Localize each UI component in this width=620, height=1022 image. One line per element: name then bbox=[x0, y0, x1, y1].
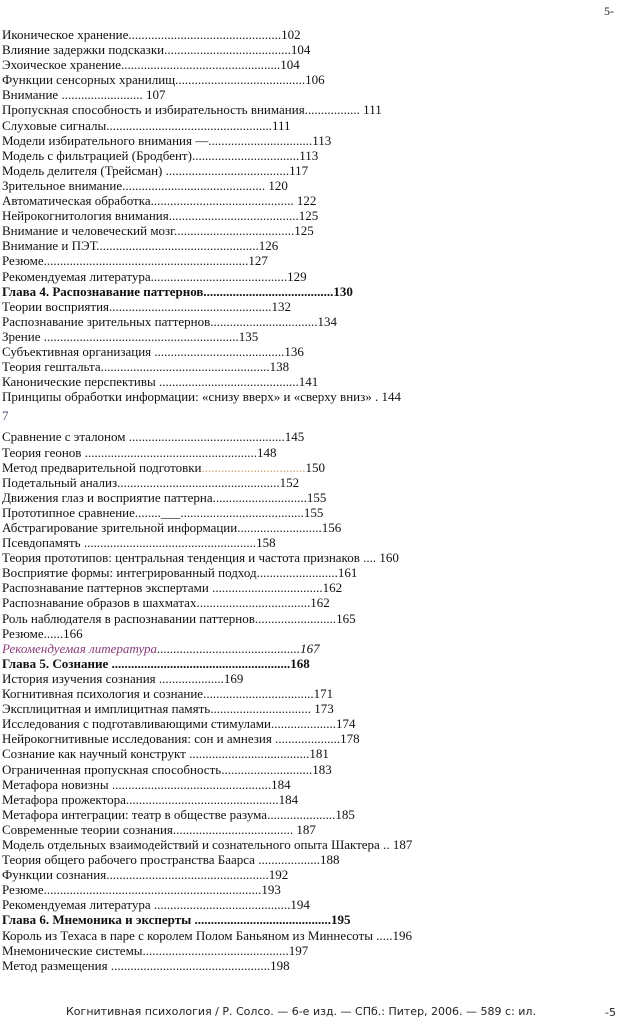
toc-entry bbox=[2, 686, 602, 701]
footer-citation: Когнитивная психология / Р. Солсо. — 6-е изд. — СПб.: Питер, 2006. — 589 с: ил. bbox=[66, 1005, 536, 1018]
toc-entry bbox=[2, 505, 602, 520]
toc-entry-leader: ............................................................ bbox=[40, 328, 239, 344]
toc-entry-title: Резюме bbox=[2, 253, 44, 269]
toc-entry-title: Нейрокогнитивные исследования: сон и амнезия bbox=[2, 731, 272, 747]
toc-entry-leader: .......................................... bbox=[191, 912, 332, 928]
toc-entry bbox=[2, 445, 602, 460]
toc-entry bbox=[2, 550, 602, 565]
toc-entry-page: 158 bbox=[256, 535, 276, 551]
toc-entry-page: 192 bbox=[268, 867, 289, 883]
toc-entry-page: 188 bbox=[319, 852, 340, 868]
toc-entry-leader: ......................... bbox=[254, 610, 337, 626]
toc-entry bbox=[2, 208, 602, 223]
toc-entry-page: 165 bbox=[336, 610, 356, 626]
toc-entry-title: Метод размещения bbox=[2, 957, 108, 973]
toc-entry-leader: ................................ bbox=[201, 459, 306, 475]
toc-entry-leader: .................................................. bbox=[106, 867, 269, 883]
toc-entry-title: Слуховые сигналы bbox=[2, 117, 107, 133]
toc-entry bbox=[2, 27, 602, 42]
toc-entry-page: 104 bbox=[290, 42, 311, 58]
toc-entry-title: Движения глаз и восприятие паттерна bbox=[2, 489, 213, 505]
toc-entry-page: 155 bbox=[303, 504, 324, 520]
toc-entry-title: Нейрокогнитология внимания bbox=[2, 208, 169, 224]
toc-entry bbox=[2, 314, 602, 329]
toc-entry-page: 162 bbox=[310, 595, 330, 611]
toc-entry-page: 184 bbox=[271, 776, 291, 792]
toc-entry-title: Внимание и человеческий мозг bbox=[2, 223, 175, 239]
toc-entry-title: Метафора прожектора bbox=[2, 791, 126, 807]
toc-entry-page: 127 bbox=[248, 253, 268, 269]
toc-entry-leader: . bbox=[371, 389, 382, 405]
toc-entry bbox=[2, 429, 602, 444]
toc-entry-title: 7 bbox=[2, 408, 9, 424]
toc-entry-title: Глава 4. Распознавание паттернов bbox=[2, 283, 204, 299]
toc-entry bbox=[2, 837, 602, 852]
toc-entry-page: 107 bbox=[145, 87, 166, 103]
toc-entry-title: Модели избирательного внимания — bbox=[2, 132, 209, 148]
toc-entry-leader: ............................................... bbox=[125, 791, 279, 807]
toc-entry-page: 167 bbox=[300, 640, 320, 656]
toc-entry-page: 195 bbox=[331, 912, 351, 928]
toc-entry-page: 111 bbox=[271, 117, 291, 133]
toc-entry-leader: .. bbox=[379, 836, 393, 852]
toc-entry-leader: ..................... bbox=[267, 806, 336, 822]
toc-entry-page: 102 bbox=[281, 27, 301, 42]
toc-entry bbox=[2, 671, 602, 686]
toc-entry-leader: .......................................... bbox=[150, 268, 288, 284]
toc-entry bbox=[2, 958, 602, 973]
toc-entry bbox=[2, 641, 602, 656]
toc-entry-title: Теории восприятия bbox=[2, 298, 110, 314]
toc-entry bbox=[2, 626, 602, 641]
toc-entry bbox=[2, 359, 602, 374]
toc-entry-title: Эксплицитная и имплицитная память bbox=[2, 701, 211, 717]
toc-entry-page: 169 bbox=[223, 670, 244, 686]
toc-entry-page: 181 bbox=[309, 746, 329, 762]
toc-entry-page: 104 bbox=[280, 57, 300, 73]
toc-entry-leader: ............................... bbox=[210, 701, 315, 717]
toc-entry-leader: ....................................... bbox=[164, 42, 291, 58]
toc-entry-leader: .................................. bbox=[208, 580, 323, 596]
toc-entry-leader: ........................................ bbox=[151, 343, 285, 359]
toc-entry-leader: ........................................ bbox=[175, 72, 306, 88]
toc-entry bbox=[2, 284, 602, 299]
toc-entry-title: Теория прототипов: центральная тенденция и частота признаков bbox=[2, 550, 360, 566]
toc-entry-title: Рекомендуемая литература bbox=[2, 897, 151, 913]
toc-entry-leader: ............................................ bbox=[157, 640, 301, 656]
toc-entry-title: Сознание как научный конструкт bbox=[2, 746, 186, 762]
toc-entry-page: 126 bbox=[258, 238, 279, 254]
toc-entry bbox=[2, 912, 602, 927]
toc-entry-page: 160 bbox=[379, 550, 399, 566]
toc-entry-page: 130 bbox=[333, 283, 353, 299]
toc-entry-title: Теория общего рабочего пространства Баарса bbox=[2, 852, 255, 868]
toc-entry bbox=[2, 329, 602, 344]
toc-entry-leader: ............................................................... bbox=[43, 253, 249, 269]
toc-entry-title: Распознавание зрительных паттернов bbox=[2, 313, 211, 329]
toc-entry-leader: ................. bbox=[304, 102, 364, 118]
toc-entry bbox=[2, 57, 602, 72]
toc-entry-leader: .................................................. bbox=[96, 238, 259, 254]
page-corner-number: 5- bbox=[604, 4, 614, 18]
toc-entry bbox=[2, 223, 602, 238]
toc-entry-title: Иконическое хранение bbox=[2, 27, 129, 42]
toc-entry-leader: ......................... bbox=[256, 565, 338, 581]
toc-entry-title: Эхоическое хранение bbox=[2, 57, 121, 73]
toc-entry-leader: ............................................ bbox=[122, 177, 269, 193]
toc-entry-page: 125 bbox=[294, 223, 314, 239]
toc-entry bbox=[2, 731, 602, 746]
toc-entry-leader: ................................. bbox=[191, 147, 300, 163]
toc-entry bbox=[2, 42, 602, 57]
toc-entry-title: Ограниченная пропускная способность bbox=[2, 761, 222, 777]
toc-entry bbox=[2, 299, 602, 314]
toc-entry-leader: ......................... bbox=[58, 87, 146, 103]
toc-entry-leader: .......................................... bbox=[150, 897, 291, 913]
toc-entry-leader: ............................................... bbox=[128, 27, 282, 42]
toc-entry bbox=[2, 928, 602, 943]
toc-entry-leader: ........................................... bbox=[155, 374, 299, 390]
toc-entry-leader: ............................. bbox=[212, 489, 307, 505]
toc-entry-page: 145 bbox=[284, 429, 305, 445]
toc-entry-page: 138 bbox=[269, 359, 290, 375]
page-number: -5 bbox=[605, 1006, 616, 1019]
toc-entry-title: Функции сознания bbox=[2, 867, 107, 883]
toc-entry-title: Модель отдельных взаимодействий и сознательного опыта Шактера bbox=[2, 836, 380, 852]
toc-entry-leader: .......................... bbox=[237, 520, 322, 535]
toc-entry-title: Современные теории сознания bbox=[2, 821, 173, 837]
toc-entry-title: Роль наблюдателя в распознавании паттернов bbox=[2, 610, 255, 626]
toc-entry-page: 132 bbox=[271, 298, 292, 314]
toc-entry-title: Мнемонические системы bbox=[2, 942, 143, 958]
toc-entry-page: 197 bbox=[288, 942, 309, 958]
toc-entry-page: 162 bbox=[322, 580, 343, 596]
toc-entry-title: Внимание и ПЭТ bbox=[2, 238, 97, 254]
toc-entry-title: Глава 5. Сознание bbox=[2, 655, 109, 671]
toc-entry bbox=[2, 163, 602, 178]
toc-entry-title: Принципы обработки информации: «снизу вверх» и «сверху вниз» bbox=[2, 389, 372, 405]
toc-entry-leader: .................... bbox=[271, 731, 341, 747]
toc-entry-page: 174 bbox=[335, 716, 356, 732]
toc-entry-page: 113 bbox=[299, 147, 319, 163]
toc-entry bbox=[2, 897, 602, 912]
toc-entry-page: 148 bbox=[256, 444, 277, 460]
toc-entry-page: 161 bbox=[337, 565, 358, 581]
toc-entry-page: 106 bbox=[305, 72, 325, 88]
toc-entry bbox=[2, 253, 602, 268]
toc-entry-leader: .................................................. bbox=[109, 298, 272, 314]
toc-entry bbox=[2, 656, 602, 671]
toc-entry-title: Абстрагирование зрительной информации bbox=[2, 520, 238, 535]
toc-entry-leader: .................... bbox=[270, 716, 336, 732]
toc-entry-page: 152 bbox=[279, 474, 300, 490]
toc-entry-page: 113 bbox=[312, 132, 332, 148]
toc-entry-page: 117 bbox=[289, 162, 309, 178]
toc-entry bbox=[2, 580, 602, 595]
toc-entry-title: Теория геонов bbox=[2, 444, 82, 460]
toc-entry-page: 122 bbox=[296, 193, 317, 209]
toc-entry-title: Глава 6. Мнемоника и эксперты bbox=[2, 912, 192, 928]
toc-entry-leader: .................................................... bbox=[100, 359, 270, 375]
toc-entry bbox=[2, 133, 602, 148]
toc-entry-title: Распознавание образов в шахматах bbox=[2, 595, 197, 611]
toc-entry-leader: ................................................................... bbox=[43, 882, 262, 898]
toc-entry-leader: ............................................. bbox=[142, 942, 289, 958]
toc-entry-title: Внимание bbox=[2, 87, 59, 103]
toc-entry bbox=[2, 535, 602, 550]
toc-entry bbox=[2, 193, 602, 208]
toc-entry-leader: ..................................................... bbox=[80, 535, 257, 551]
toc-entry-leader: ................................................. bbox=[107, 957, 271, 973]
toc-entry-title: Зрительное внимание bbox=[2, 177, 123, 193]
toc-entry-page: 183 bbox=[312, 761, 332, 777]
toc-entry-title: История изучения сознания bbox=[2, 670, 156, 686]
toc-entry-page: 150 bbox=[305, 459, 326, 475]
toc-entry bbox=[2, 344, 602, 359]
table-of-contents bbox=[2, 27, 602, 973]
toc-entry-title: Рекомендуемая литература bbox=[2, 268, 151, 284]
toc-entry-title: Модель с фильтрацией (Бродбент) bbox=[2, 147, 192, 163]
toc-entry-page: 178 bbox=[340, 731, 360, 747]
toc-entry-page: 187 bbox=[296, 821, 316, 837]
toc-entry-page: 141 bbox=[298, 374, 319, 390]
toc-entry-page: 168 bbox=[290, 655, 310, 671]
toc-entry-page: 155 bbox=[306, 489, 327, 505]
toc-entry bbox=[2, 148, 602, 163]
toc-entry-page: 125 bbox=[298, 208, 319, 224]
toc-entry-leader: ............................ bbox=[221, 761, 313, 777]
toc-entry-page: 111 bbox=[363, 102, 382, 118]
toc-entry-leader: .... bbox=[359, 550, 380, 566]
toc-entry-title: Метафора новизны bbox=[2, 776, 109, 792]
toc-entry bbox=[2, 490, 602, 505]
toc-entry-leader: ................................................. bbox=[120, 57, 281, 73]
toc-entry-title: Влияние задержки подсказки bbox=[2, 42, 165, 58]
toc-entry bbox=[2, 238, 602, 253]
toc-entry-title: Исследования с подготавливающими стимулами bbox=[2, 716, 271, 732]
toc-entry-title: Метафора интеграции: театр в обществе разума bbox=[2, 806, 268, 822]
toc-entry bbox=[2, 777, 602, 792]
toc-entry-leader: ............................................ bbox=[150, 193, 297, 209]
toc-entry bbox=[2, 374, 602, 389]
toc-entry-leader: ................................ bbox=[208, 132, 313, 148]
toc-entry bbox=[2, 389, 602, 404]
toc-entry bbox=[2, 520, 602, 535]
toc-entry-title: Метод предварительной подготовки bbox=[2, 459, 202, 475]
toc-entry-leader: ................................................. bbox=[108, 776, 272, 792]
toc-entry bbox=[2, 102, 602, 117]
toc-entry-leader: ..................................... bbox=[174, 223, 295, 239]
toc-entry-leader: ...................................... bbox=[162, 162, 290, 178]
toc-entry-page: 196 bbox=[392, 927, 412, 943]
toc-entry-title: Пропускная способность и избирательность внимания bbox=[2, 102, 305, 118]
toc-entry bbox=[2, 807, 602, 822]
toc-entry-leader: ........___...................................... bbox=[134, 504, 304, 520]
toc-entry bbox=[2, 762, 602, 777]
toc-entry-title: Функции сенсорных хранилищ bbox=[2, 72, 176, 88]
toc-entry-page: 136 bbox=[284, 343, 304, 359]
toc-entry-title: Когнитивная психология и сознание bbox=[2, 686, 204, 702]
toc-entry bbox=[2, 475, 602, 490]
toc-entry-leader: ........................................ bbox=[168, 208, 299, 224]
toc-entry-page: 193 bbox=[261, 882, 281, 898]
toc-entry-page: 129 bbox=[287, 268, 307, 284]
toc-entry-leader: ................... bbox=[254, 852, 320, 868]
toc-entry bbox=[2, 72, 602, 87]
toc-entry bbox=[2, 118, 602, 133]
toc-entry bbox=[2, 611, 602, 626]
toc-entry-leader: ...... bbox=[43, 625, 64, 641]
toc-entry-page: 144 bbox=[381, 389, 401, 405]
toc-entry bbox=[2, 595, 602, 610]
toc-entry-leader: ........................................ bbox=[203, 283, 334, 299]
toc-entry-title: Субъективная организация bbox=[2, 343, 152, 359]
toc-entry bbox=[2, 867, 602, 882]
toc-entry-leader: ..................................... bbox=[172, 821, 297, 837]
toc-entry bbox=[2, 178, 602, 193]
toc-entry-leader: ................................................ bbox=[125, 429, 285, 445]
toc-entry bbox=[2, 269, 602, 284]
toc-entry-title: Резюме bbox=[2, 625, 44, 641]
toc-entry bbox=[2, 792, 602, 807]
toc-entry bbox=[2, 882, 602, 897]
toc-entry-leader: ..................................................... bbox=[81, 444, 257, 460]
toc-entry bbox=[2, 565, 602, 580]
toc-entry-leader: ....................................................... bbox=[108, 655, 291, 671]
toc-entry bbox=[2, 746, 602, 761]
toc-entry-title: Резюме bbox=[2, 882, 44, 898]
toc-entry-leader: ................................. bbox=[210, 313, 318, 329]
toc-entry bbox=[2, 852, 602, 867]
toc-entry-title: Распознавание паттернов экспертами bbox=[2, 580, 209, 596]
toc-entry bbox=[2, 701, 602, 716]
toc-entry-page: 187 bbox=[392, 836, 413, 852]
toc-entry-leader: ................................... bbox=[196, 595, 311, 611]
toc-entry-leader: ..... bbox=[372, 927, 393, 943]
toc-entry-page: 135 bbox=[238, 328, 259, 344]
toc-entry bbox=[2, 460, 602, 475]
toc-entry-page: 194 bbox=[290, 897, 310, 913]
toc-entry-page: 184 bbox=[278, 791, 299, 807]
toc-entry-title: Псевдопамять bbox=[2, 535, 81, 551]
toc-entry-title: Рекомендуемая литература bbox=[2, 640, 158, 656]
toc-entry-title: Подетальный анализ bbox=[2, 474, 118, 490]
toc-entry-page: 134 bbox=[317, 313, 338, 329]
toc-entry-leader: .................... bbox=[155, 670, 224, 686]
toc-entry-title: Король из Техаса в паре с королем Полом Баньяном из Миннесоты bbox=[2, 927, 373, 943]
toc-entry-page: 156 bbox=[321, 520, 342, 535]
toc-entry-title: Канонические перспективы bbox=[2, 374, 156, 390]
toc-entry-page: 171 bbox=[313, 686, 334, 702]
toc-entry-page: 166 bbox=[63, 625, 83, 641]
toc-entry-page: 185 bbox=[335, 806, 355, 822]
toc-entry-leader: ................................................... bbox=[106, 117, 272, 133]
toc-entry bbox=[2, 822, 602, 837]
toc-entry-title: Восприятие формы: интегрированный подход bbox=[2, 565, 257, 581]
toc-entry-title: Теория гештальта bbox=[2, 359, 101, 375]
toc-entry-title: Зрение bbox=[2, 328, 41, 344]
toc-entry-title: Прототипное сравнение bbox=[2, 504, 135, 520]
toc-entry-page: 173 bbox=[314, 701, 334, 717]
toc-entry-leader: .................................. bbox=[203, 686, 314, 702]
toc-entry-leader: ..................................... bbox=[185, 746, 310, 762]
toc-entry-leader: .................................................. bbox=[117, 474, 280, 490]
toc-entry bbox=[2, 943, 602, 958]
toc-entry-title: Автоматическая обработка bbox=[2, 193, 151, 209]
toc-entry-title: Сравнение с эталоном bbox=[2, 429, 126, 445]
page-marker bbox=[2, 408, 602, 423]
toc-entry-page: 120 bbox=[268, 177, 288, 193]
toc-entry-title: Модель делителя (Трейсман) bbox=[2, 162, 163, 178]
toc-entry bbox=[2, 87, 602, 102]
toc-entry bbox=[2, 716, 602, 731]
toc-entry-page: 198 bbox=[270, 957, 290, 973]
